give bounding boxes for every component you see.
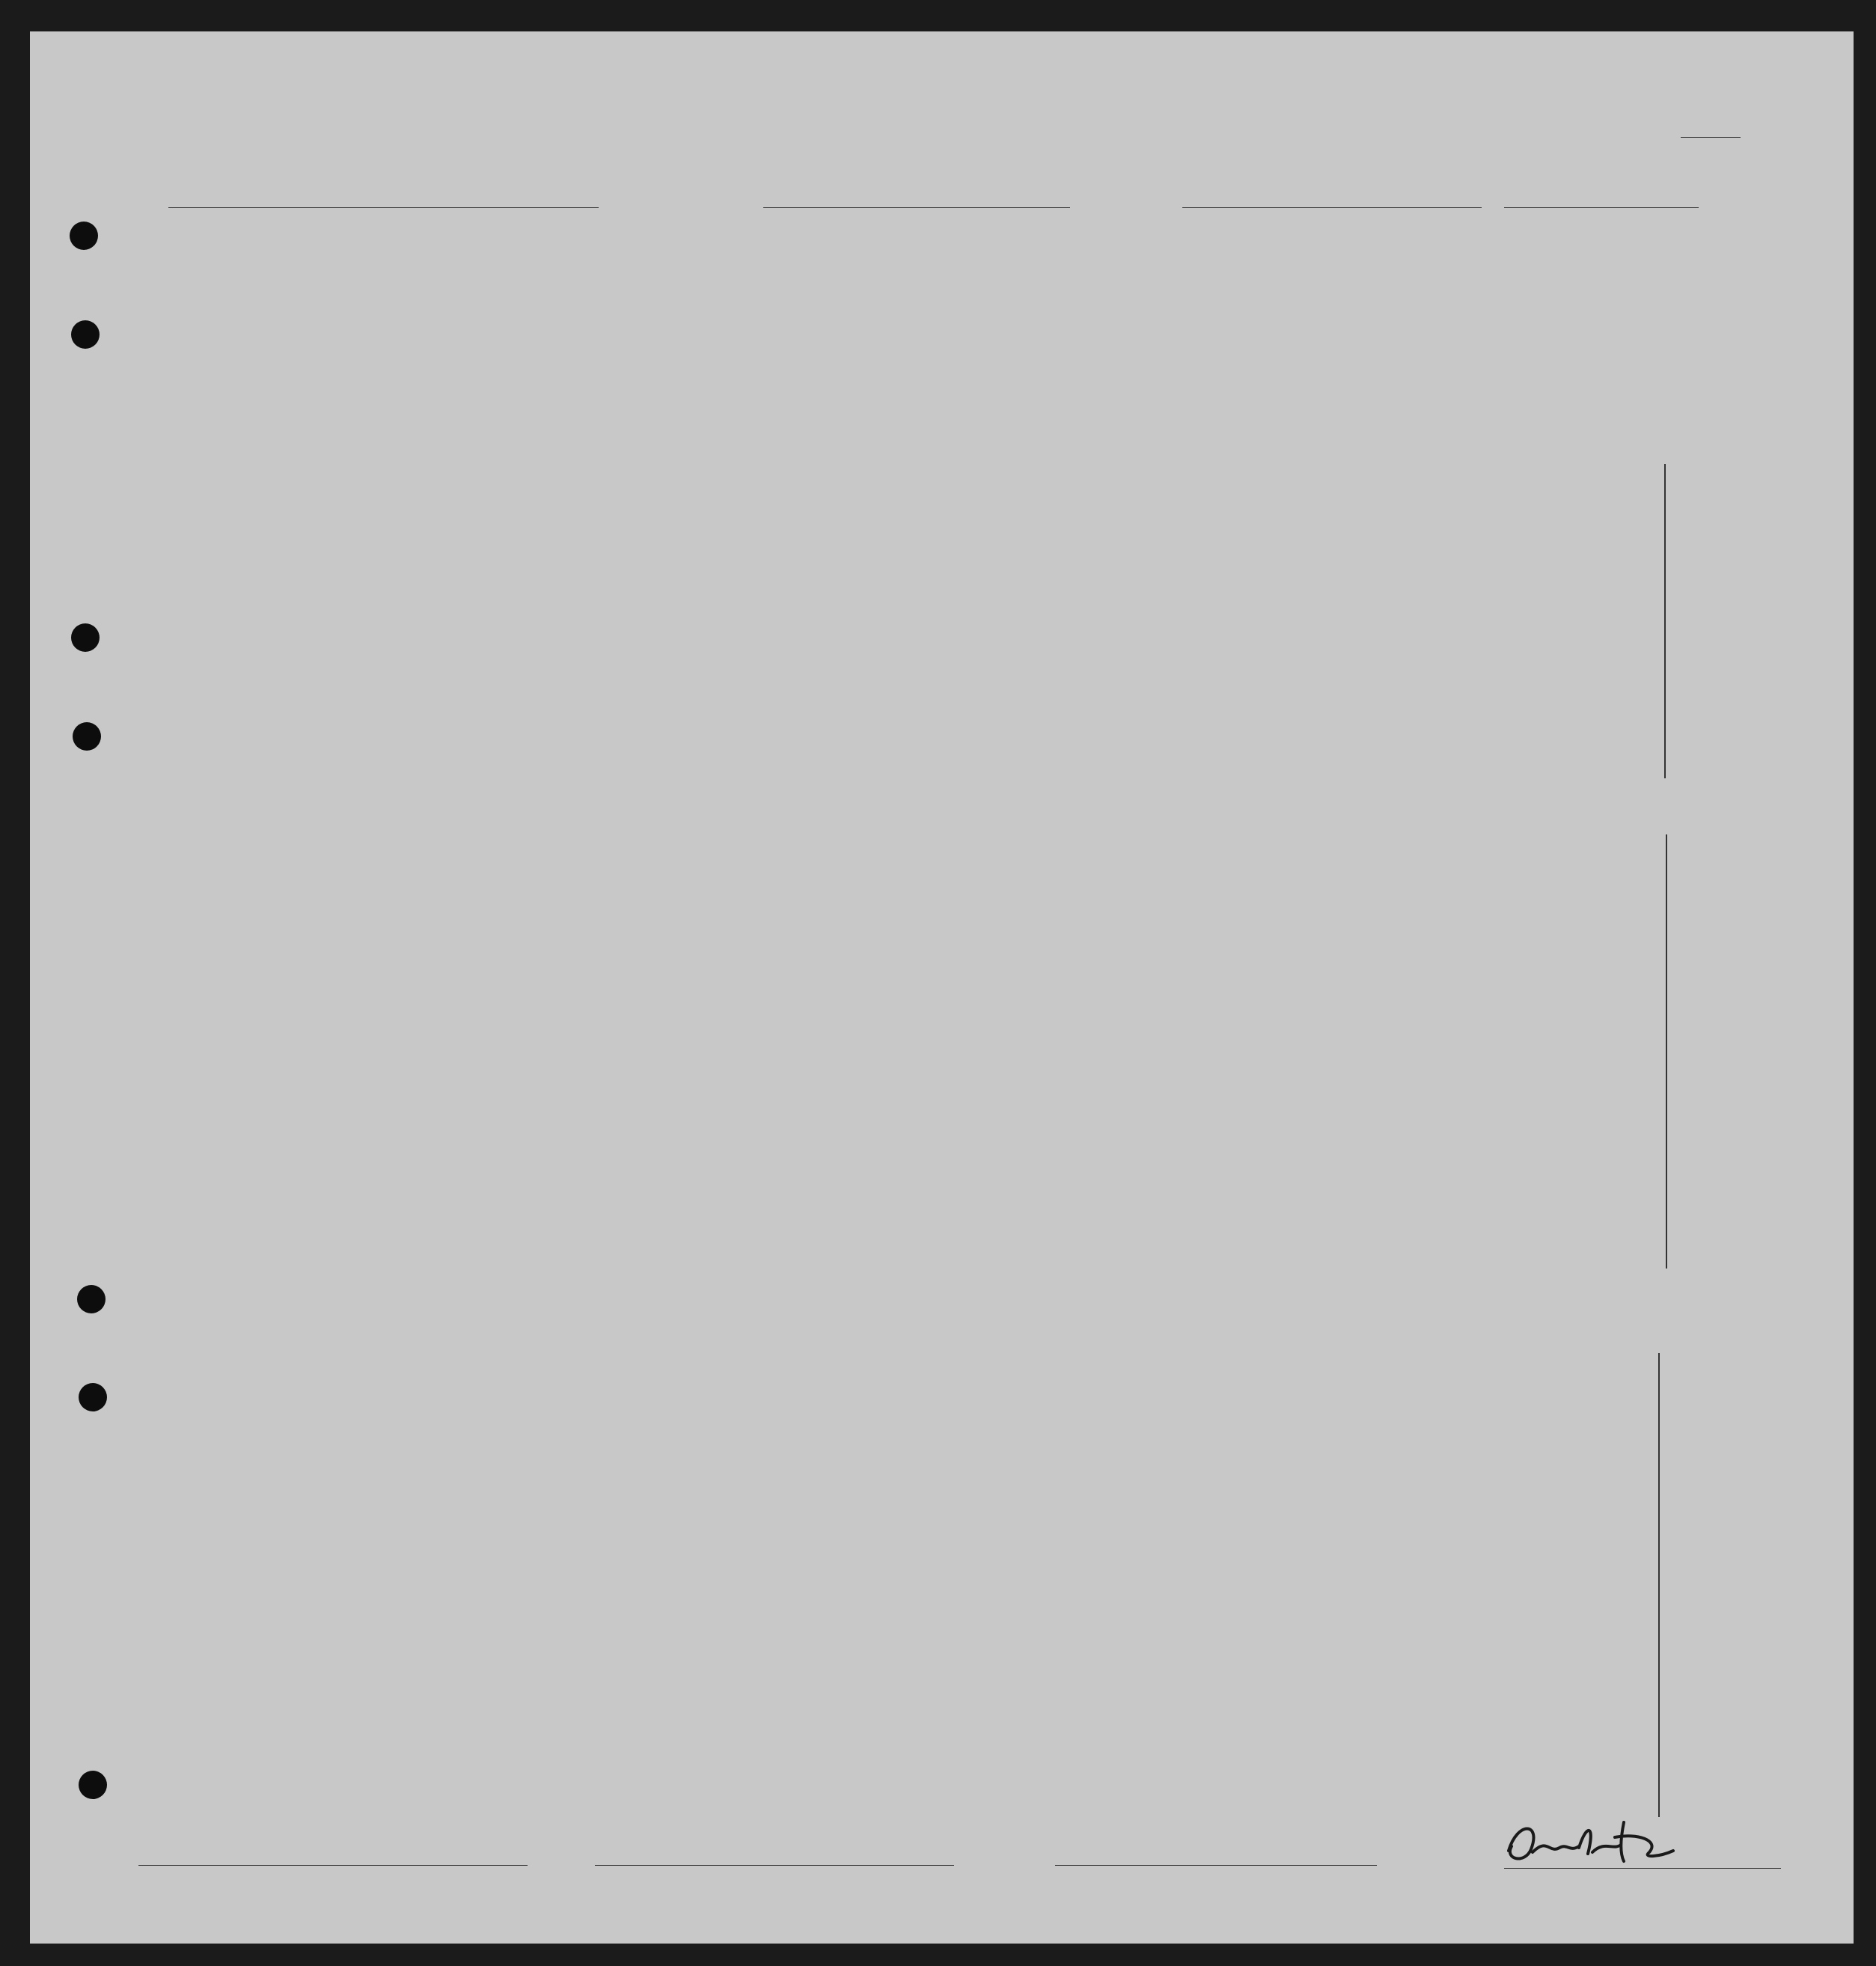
officer-signature xyxy=(1495,1815,1682,1875)
annotation-bracket-1 xyxy=(1664,464,1666,778)
owners-underline xyxy=(595,1865,954,1866)
agents-underline xyxy=(1055,1865,1377,1866)
annotation-bracket-2 xyxy=(1666,834,1667,1269)
line-underline xyxy=(138,1865,528,1866)
annotation-bracket-3 xyxy=(1658,1353,1660,1817)
